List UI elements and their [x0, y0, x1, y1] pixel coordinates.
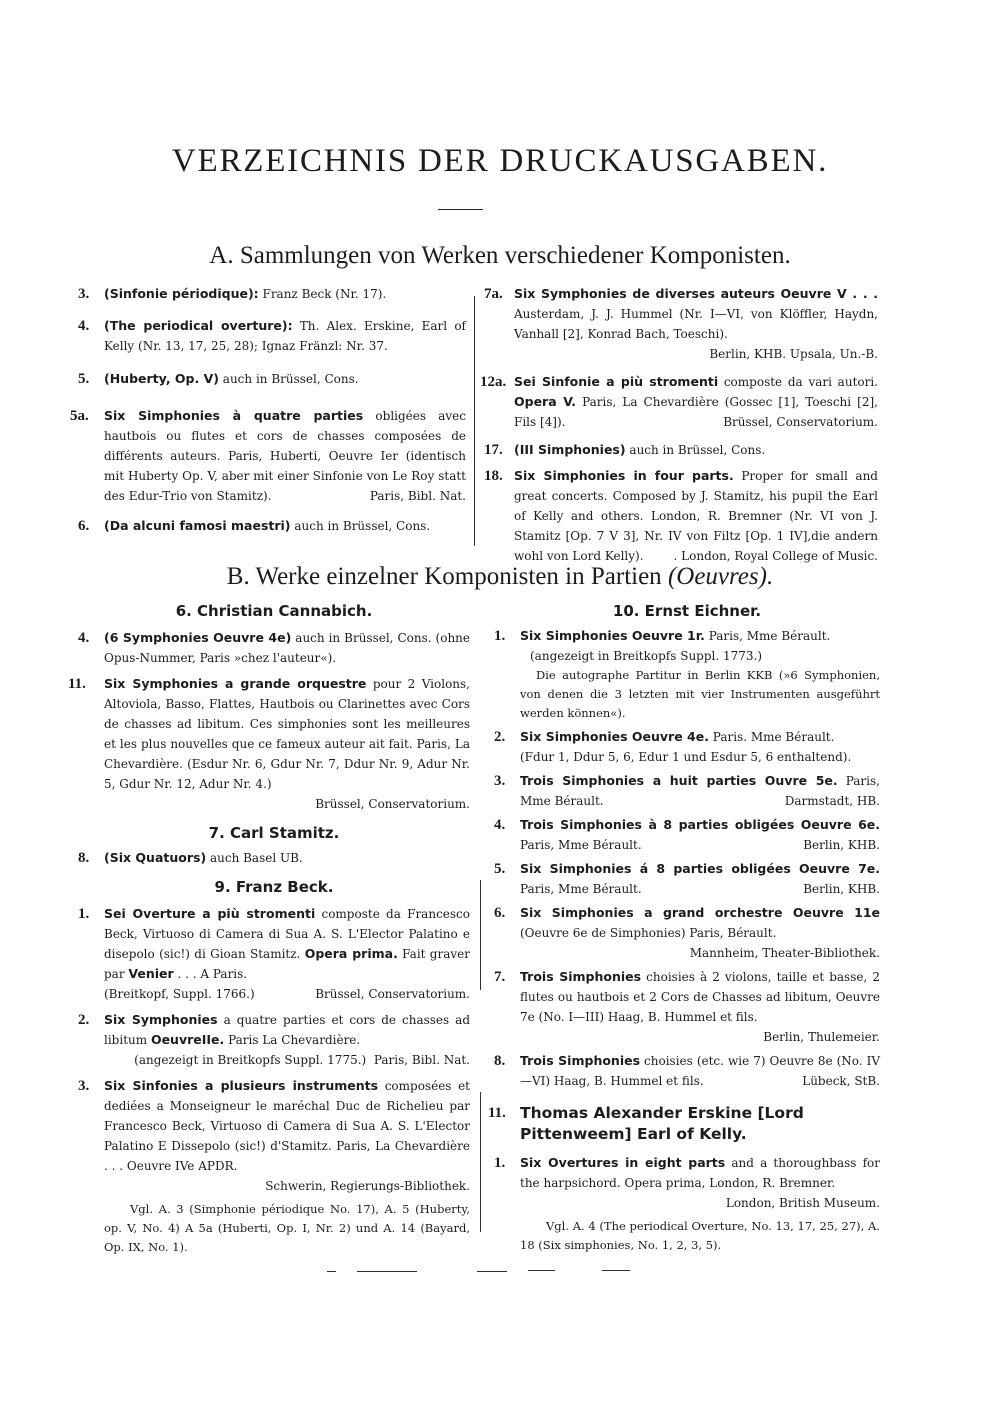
list-item: 1. Sei Overture a più stromenti composte da Francesco Beck, Virtuoso di Camera di Sua A. S. L'Elector Palatino e disepolo (sic!) di Gioan Stamitz. Opera prima. Fait graver par Venier . . . A Paris. (Breitkopf, Suppl. 1766.) Brüssel, Conservatorium.: [78, 906, 470, 1001]
list-item: 5. (Huberty, Op. V) auch in Brüssel, Cons.: [78, 371, 359, 387]
list-item: 17. (III Simphonies) auch in Brüssel, Cons.: [484, 442, 766, 458]
section-b-title: B. Werke einzelner Komponisten in Partien (Oeuvres).: [226, 563, 774, 590]
column-divider: [480, 1092, 481, 1232]
title-rule: [438, 209, 483, 210]
composer-heading-erskine: 11. Thomas Alexander Erskine [Lord Pittenweem] Earl of Kelly.: [488, 1104, 804, 1143]
footer-rule: [327, 1271, 336, 1272]
section-b-left-column: [68, 602, 471, 1257]
list-item: 3. Six Sinfonies a plusieurs instruments composées et dediées a Monseigneur le maréchal Duc de Richelieu par Francesco Beck, Virtuoso di Camera di Sua A. S. L'Elector Palatino E Dissepolo (sic!) d'Stamitz. Paris, La Chevardière . . . Oeuvre IVe APDR. Schwerin, Regierungs-Bibliothek. Vgl. A. 3 (Simphonie périodique No. 17), A. 5 (Huberty, op. V, No. 4) A 5a (Huberti, Op. I, Nr. 2) und A. 14 (Bayard, Op. IX, No. 1).: [78, 1078, 471, 1254]
list-item: 6. (Da alcuni famosi maestri) auch in Brüssel, Cons.: [78, 518, 431, 534]
list-item: 1. Six Simphonies Oeuvre 1r. Paris, Mme Bérault. (angezeigt in Breitkopfs Suppl. 1773.) Die autographe Partitur in Berlin KKB (»6 Symphonien, von denen die 3 letzten mit vier Instrumenten ausgeführt werden können«).: [494, 628, 880, 720]
list-item: 5. Six Simphonies á 8 parties obligées Oeuvre 7e. Paris, Mme Bérault. Berlin, KHB.: [494, 861, 880, 896]
column-divider: [474, 296, 475, 546]
section-a-title: A. Sammlungen von Werken verschiedener Komponisten.: [209, 242, 791, 269]
composer-heading-eichner: 10. Ernst Eichner.: [612, 602, 762, 620]
list-item: 2. Six Simphonies Oeuvre 4e. Paris. Mme Bérault. (Fdur 1, Ddur 5, 6, Edur 1 und Esdur 5, 6 enthaltend).: [494, 729, 852, 764]
footer-rule: [528, 1270, 555, 1271]
section-a-left-column: [70, 284, 466, 536]
list-item: 8. (Six Quatuors) auch Basel UB.: [78, 850, 303, 866]
list-item: 8. Trois Simphonies choisies (etc. wie 7) Oeuvre 8e (No. IV—VI) Haag, B. Hummel et fils. Lübeck, StB.: [494, 1053, 880, 1088]
list-item: 2. Six Symphonies a quatre parties et cors de chasses ad libitum OeuvreIIe. Paris La Chevardière. (angezeigt in Breitkopfs Suppl. 1775.) Paris, Bibl. Nat.: [78, 1012, 471, 1067]
list-item: 3. Trois Simphonies a huit parties Ouvre 5e. Paris, Mme Bérault. Darmstadt, HB.: [494, 773, 880, 808]
list-item: 6. Six Simphonies a grand orchestre Oeuvre 11e (Oeuvre 6e de Simphonies) Paris, Bérault. Mannheim, Theater-Bibliothek.: [494, 905, 880, 960]
list-item: 18. Six Simphonies in four parts. Proper for small and great concerts. Composed by J. Stamitz, his pupil the Earl of Kelly and others. London, R. Bremner (Nr. VI von J. Stamitz [Op. 7 V 3], Nr. IV von Filtz [Op. 1 IV],die andern wohl von Lord Kelly). . London, Royal College of Music.: [484, 468, 878, 563]
section-b-right-column: [488, 602, 880, 1255]
list-item: 1. Six Overtures in eight parts and a thoroughbass for the harpsichord. Opera prima, London, R. Bremner. London, British Museum. Vgl. A. 4 (The periodical Overture, No. 13, 17, 25, 27), A. 18 (Six simphonies, No. 1, 2, 3, 5).: [494, 1155, 880, 1252]
list-item: 4. Trois Simphonies à 8 parties obligées Oeuvre 6e. Paris, Mme Bérault. Berlin, KHB.: [494, 817, 880, 852]
list-item: 4. (6 Symphonies Oeuvre 4e) auch in Brüssel, Cons. (ohne Opus-Nummer, Paris »chez l'auteur«).: [78, 630, 470, 665]
composer-heading-cannabich: 6. Christian Cannabich.: [175, 602, 373, 620]
list-item: 3. (Sinfonie périodique): Franz Beck (Nr. 17).: [78, 286, 387, 302]
list-item: 4. (The periodical overture): Th. Alex. Erskine, Earl of Kelly (Nr. 13, 17, 25, 28); Ignaz Fränzl: Nr. 37.: [78, 318, 466, 353]
list-item: 7a. Six Symphonies de diverses auteurs Oeuvre V . . . Austerdam, J. J. Hummel (Nr. I—VI, von Klöffler, Haydn, Vanhall [2], Konrad Bach, Toeschi). Berlin, KHB. Upsala, Un.-B.: [484, 286, 878, 361]
list-item: 12a. Sei Sinfonie a più stromenti composte da vari autori. Opera V. Paris, La Chevardière (Gossec [1], Toeschi [2], Fils [4]). Brüssel, Conservatorium.: [480, 374, 878, 429]
page-title: VERZEICHNIS DER DRUCKAUSGABEN.: [171, 143, 829, 179]
composer-heading-beck: 9. Franz Beck.: [214, 878, 334, 896]
composer-heading-carl-stamitz: 7. Carl Stamitz.: [208, 824, 340, 842]
footer-rule: [602, 1270, 630, 1271]
footer-rule: [477, 1271, 507, 1272]
column-divider: [480, 880, 481, 990]
list-item: 5a. Six Simphonies à quatre parties obligées avec hautbois ou flutes et cors de chasses composées de différents auteurs. Paris, Huberti, Oeuvre Ier (identisch mit Huberty Op. V, aber mit einer Sinfonie von Le Roy statt des Edur-Trio von Stamitz). Paris, Bibl. Nat.: [70, 408, 466, 503]
section-a-right-column: [480, 284, 878, 566]
list-item: 7. Trois Simphonies choisies à 2 violons, taille et basse, 2 flutes ou hautbois et 2 Cors de Chasses ad libitum, Oeuvre 7e (No. I—III) Haag, B. Hummel et fils. Berlin, Thulemeier.: [494, 969, 880, 1044]
list-item: 11. Six Symphonies a grande orquestre pour 2 Violons, Altoviola, Basso, Flattes, Hautbois ou Clarinettes avec Cors de chasses ad libitum. Ces simphonies sont les meilleures et les plus nouvelles que ce fameux auteur ait fait. Paris, La Chevardière. (Esdur Nr. 6, Gdur Nr. 7, Ddur Nr. 9, Adur Nr. 5, Gdur Nr. 12, Adur Nr. 4.) Brüssel, Conservatorium.: [68, 676, 470, 811]
footer-rule: [357, 1271, 417, 1272]
